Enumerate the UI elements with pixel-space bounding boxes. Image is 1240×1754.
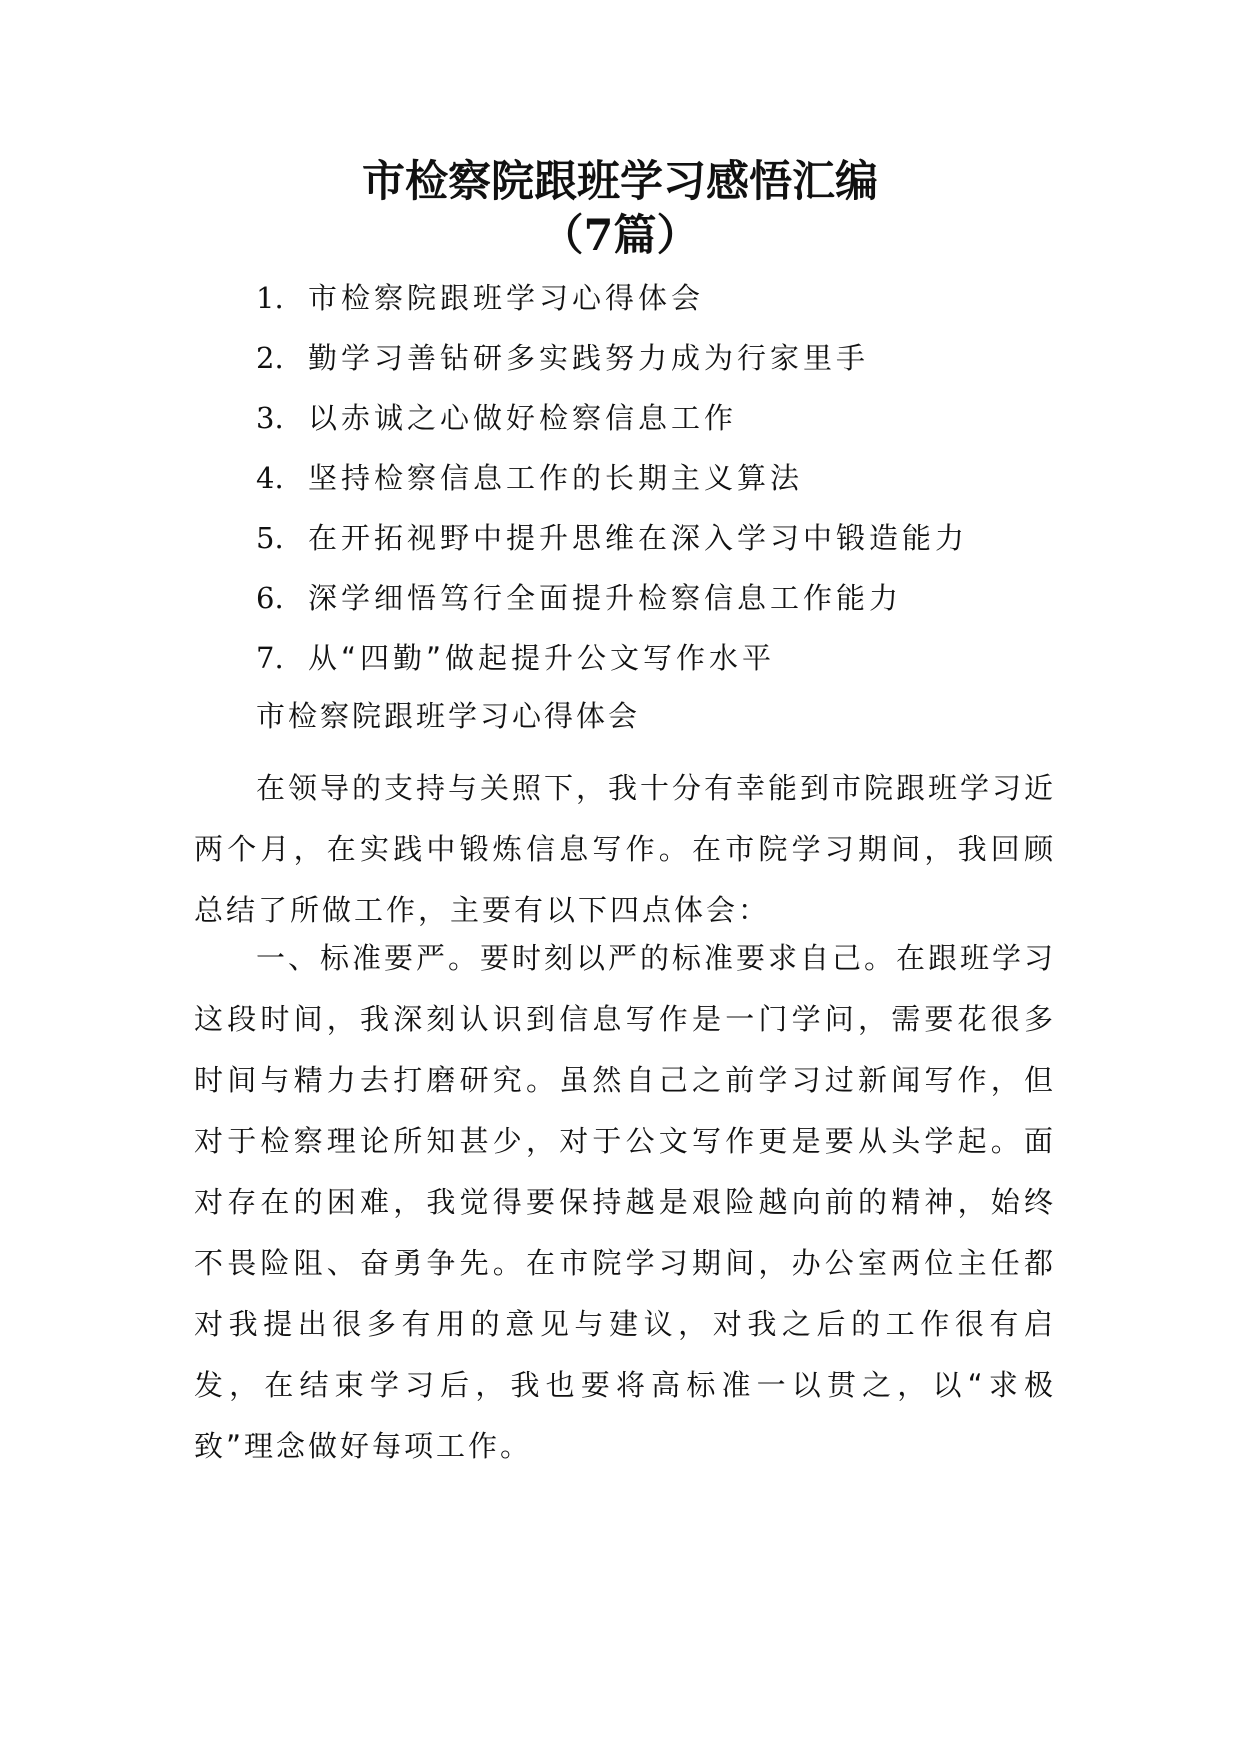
- body-paragraph-point-one: 一、标准要严。要时刻以严的标准要求自己。在跟班学习这段时间，我深刻认识到信息写作是一门学问，需要花很多时间与精力去打磨研究。虽然自己之前学习过新闻写作，但对于检察理论所知甚少，对于公文写作更是要从头学起。面对存在的困难，我觉得要保持越是艰险越向前的精神，始终不畏险阻、奋勇争先。在市院学习期间，办公室两位主任都对我提出很多有用的意见与建议，对我之后的工作很有启发，在结束学习后，我也要将高标准一以贯之，以“求极致”理念做好每项工作。: [194, 941, 1057, 1463]
- toc-item: [256, 396, 968, 456]
- toc-item-number: 5.: [256, 521, 284, 555]
- toc-item-number: 2.: [256, 341, 284, 375]
- toc-item-text: 坚持检察信息工作的长期主义算法: [308, 461, 804, 495]
- document-title: 市检察院跟班学习感悟汇编: [362, 157, 878, 207]
- toc-item-number: 4.: [256, 461, 284, 495]
- toc-item-text: 从“四勤”做起提升公文写作水平: [308, 641, 776, 675]
- toc-item: [256, 336, 968, 396]
- toc-item: [256, 516, 968, 576]
- toc-item-text: 以赤诚之心做好检察信息工作: [308, 401, 738, 435]
- toc-item-text: 深学细悟笃行全面提升检察信息工作能力: [308, 581, 903, 615]
- document-subtitle-count: （7篇）: [540, 211, 700, 261]
- toc-item: [256, 636, 968, 696]
- toc-item-text: 勤学习善钻研多实践努力成为行家里手: [308, 341, 870, 375]
- table-of-contents: [256, 276, 968, 696]
- toc-item-number: 6.: [256, 581, 284, 615]
- toc-item-number: 7.: [256, 641, 284, 675]
- toc-item-number: 3.: [256, 401, 284, 435]
- toc-item-text: 市检察院跟班学习心得体会: [308, 281, 705, 315]
- section-title: 市检察院跟班学习心得体会: [256, 699, 641, 733]
- toc-item-text: 在开拓视野中提升思维在深入学习中锻造能力: [308, 521, 969, 555]
- toc-item: [256, 456, 968, 516]
- body-paragraph-intro: 在领导的支持与关照下，我十分有幸能到市院跟班学习近两个月，在实践中锻炼信息写作。在市院学习期间，我回顾总结了所做工作，主要有以下四点体会：: [194, 771, 1057, 927]
- toc-item: [256, 576, 968, 636]
- toc-item-number: 1.: [256, 281, 284, 315]
- toc-item: [256, 276, 968, 336]
